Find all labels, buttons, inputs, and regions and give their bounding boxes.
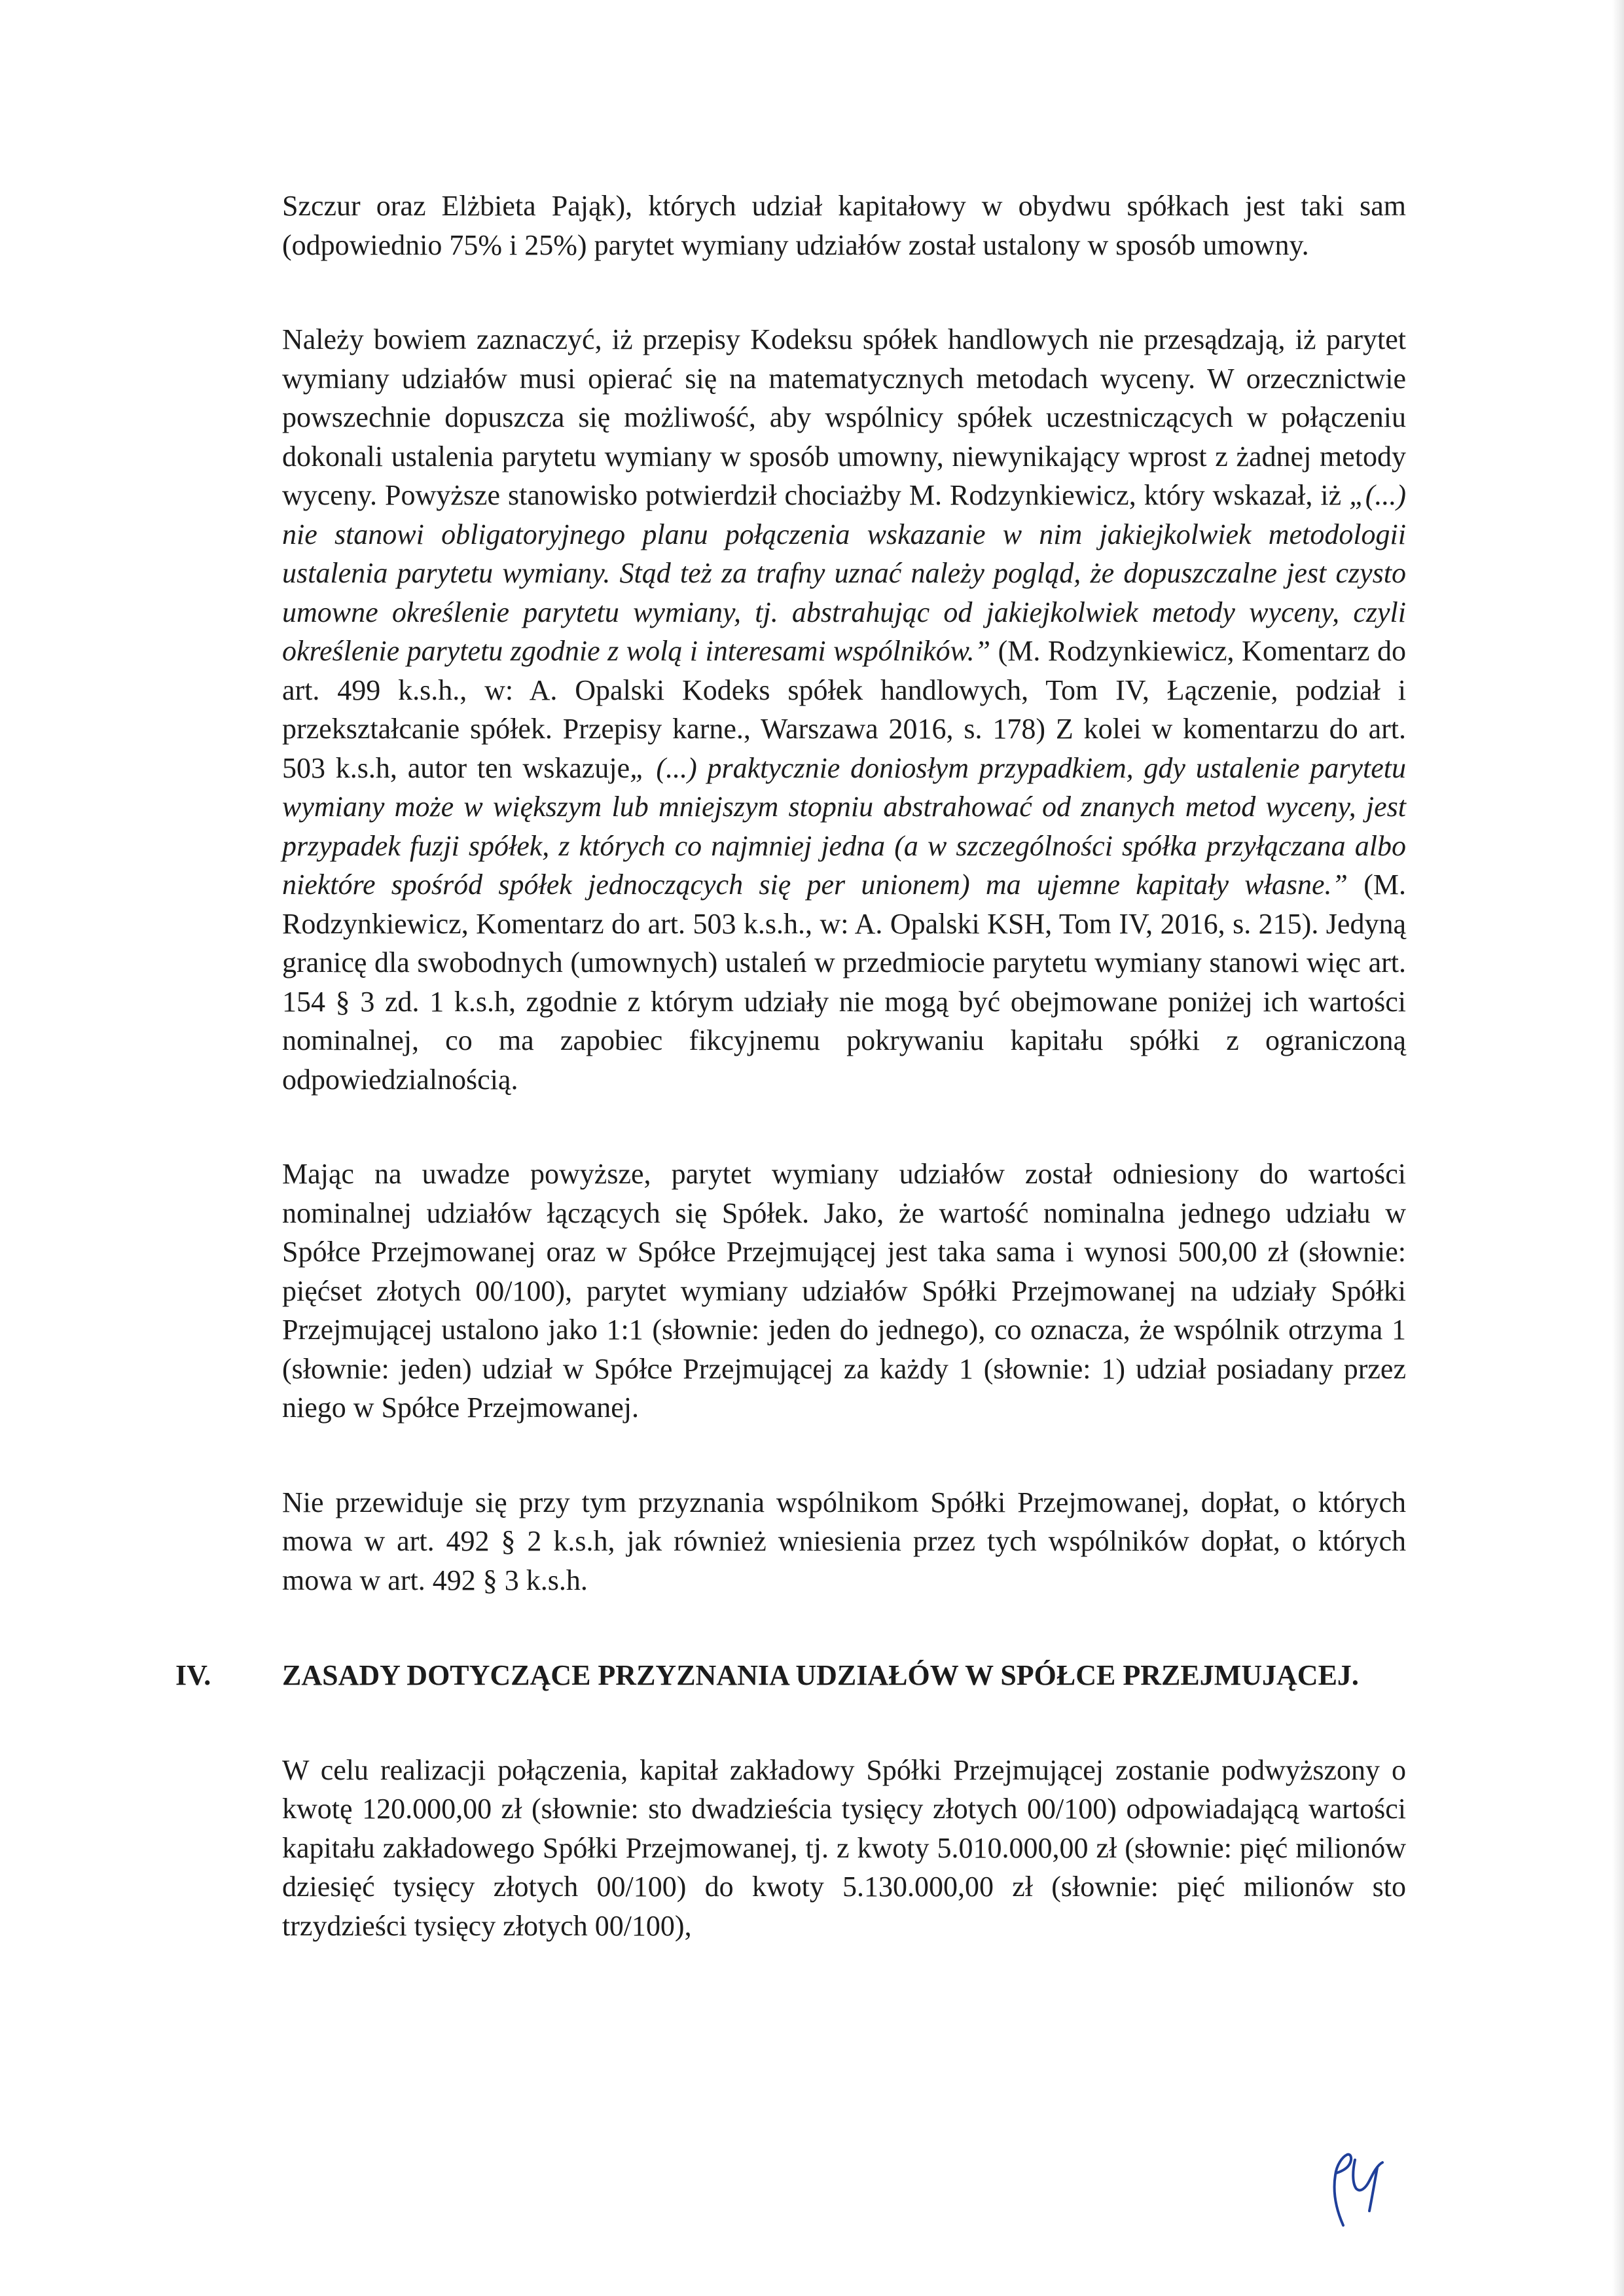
paragraph-3 [282,1155,1406,1427]
paragraph-text: Nie przewiduje się przy tym przyznania wspólnikom Spółki Przejmowanej, dopłat, o których mowa w art. 492 § 2 k.s.h, jak również wniesienia przez tych wspólników dopłat, o których mowa w art. 492 § 3 k.s.h. [282,1486,1406,1596]
paragraph-text: Należy bowiem zaznaczyć, iż przepisy Kodeksu spółek handlowych nie przesądzają, iż parytet wymiany udziałów musi opierać się na matematycznych metodach wyceny. W orzecznictwie powszechnie dopuszcza się możliwość, aby wspólnicy spółek uczestniczących w połączeniu dokonali ustalenia parytetu wymiany w sposób umowny, niewynikający wprost z żadnej metody wyceny. Powyższe stanowisko potwierdził chociażby M. Rodzynkiewicz, który wskazał, iż [282,323,1406,511]
paragraph-text: Mając na uwadze powyższe, parytet wymiany udziałów został odniesiony do wartości nominalnej udziałów łączących się Spółek. Jako, że wartość nominalna jednego udziału w Spółce Przejmowanej oraz w Spółce Przejmującej jest taka sama i wynosi 500,00 zł (słownie: pięćset złotych 00/100), parytet wymiany udziałów Spółki Przejmowanej na udziały Spółki Przejmującej ustalono jako 1:1 (słownie: jeden do jednego), co oznacza, że wspólnik otrzyma 1 (słownie: jeden) udział w Spółce Przejmującej za każdy 1 (słownie: 1) udział posiadany przez niego w Spółce Przejmowanej. [282,1158,1406,1424]
paragraph-capital-increase: W celu realizacji połączenia, kapitał zakładowy Spółki Przejmującej zostanie podwyższony o kwotę 120.000,00 zł (słownie: sto dwadzieścia tysięcy złotych 00/100) odpowiadającą wartości kapitału zakładowego Spółki Przejmowanej, tj. z kwoty 5.010.000,00 zł (słownie: pięć milionów dziesięć tysięcy złotych 00/100) do kwoty 5.130.000,00 zł (słownie: pięć milionów sto trzydzieści tysięcy złotych 00/100), [282,1753,1406,1942]
section-number: IV. [175,1659,211,1691]
signature-initials [1309,2145,1407,2231]
body-paragraphs [282,187,1406,1600]
section-iv [175,1656,1406,1695]
paragraph-text: (M. Rodzynkiewicz, Komentarz do art. 503 k.s.h., w: A. Opalski KSH, Tom IV, 2016, s. 215). Jedyną granicę dla swobodnych (umownych) ustaleń w przedmiocie parytetu wymiany stanowi więc art. 154 § 3 zd. 1 k.s.h, zgodnie z którym udziały nie mogą być obejmowane poniżej ich wartości nominalnej, co ma zapobiec fikcyjnemu pokrywaniu kapitału spółki z ograniczoną odpowiedzialnością. [282,869,1406,1096]
paragraph-4 [282,1483,1406,1600]
paragraph-text: Szczur oraz Elżbieta Pająk), których udział kapitałowy w obydwu spółkach jest taki sam (odpowiednio 75% i 25%) parytet wymiany udziałów został ustalony w sposób umowny. [282,190,1406,261]
paragraph-text: (M. Rodzynkiewicz, Komentarz do art. 499 k.s.h., w: A. Opalski Kodeks spółek handlowych, Tom IV, Łączenie, podział i przekształcanie spółek. Przepisy karne., Warszawa 2016, s. 178) Z kolei w komentarzu do art. 503 k.s.h, autor ten wskazuje [282,635,1406,784]
section-title: ZASADY DOTYCZĄCE PRZYZNANIA UDZIAŁÓW W SPÓŁCE PRZEJMUJĄCEJ. [282,1659,1359,1691]
page-edge-shadow [1612,0,1624,2296]
document-page [175,187,1406,1945]
quotation-text: „(...) nie stanowi obligatoryjnego planu połączenia wskazanie w nim jakiejkolwiek metodologii ustalenia parytetu wymiany. Stąd też za trafny uznać należy pogląd, że dopuszczalne jest czysto umowne określenie parytetu wymiany, tj. abstrahując od jakiejkolwiek metody wyceny, czyli określenie parytetu zgodnie z wolą i interesami wspólników.” [282,479,1406,667]
paragraph-1 [282,187,1406,264]
paragraph-2 [282,320,1406,1099]
quotation-text: „ (...) praktycznie doniosłym przypadkiem, gdy ustalenie parytetu wymiany może w większym lub mniejszym stopniu abstrahować od znanych metod wyceny, jest przypadek fuzji spółek, z których co najmniej jedna (a w szczególności spółka przyłączana albo niektóre spośród spółek jednoczących się per unionem) ma ujemne kapitały własne.” [282,751,1406,901]
